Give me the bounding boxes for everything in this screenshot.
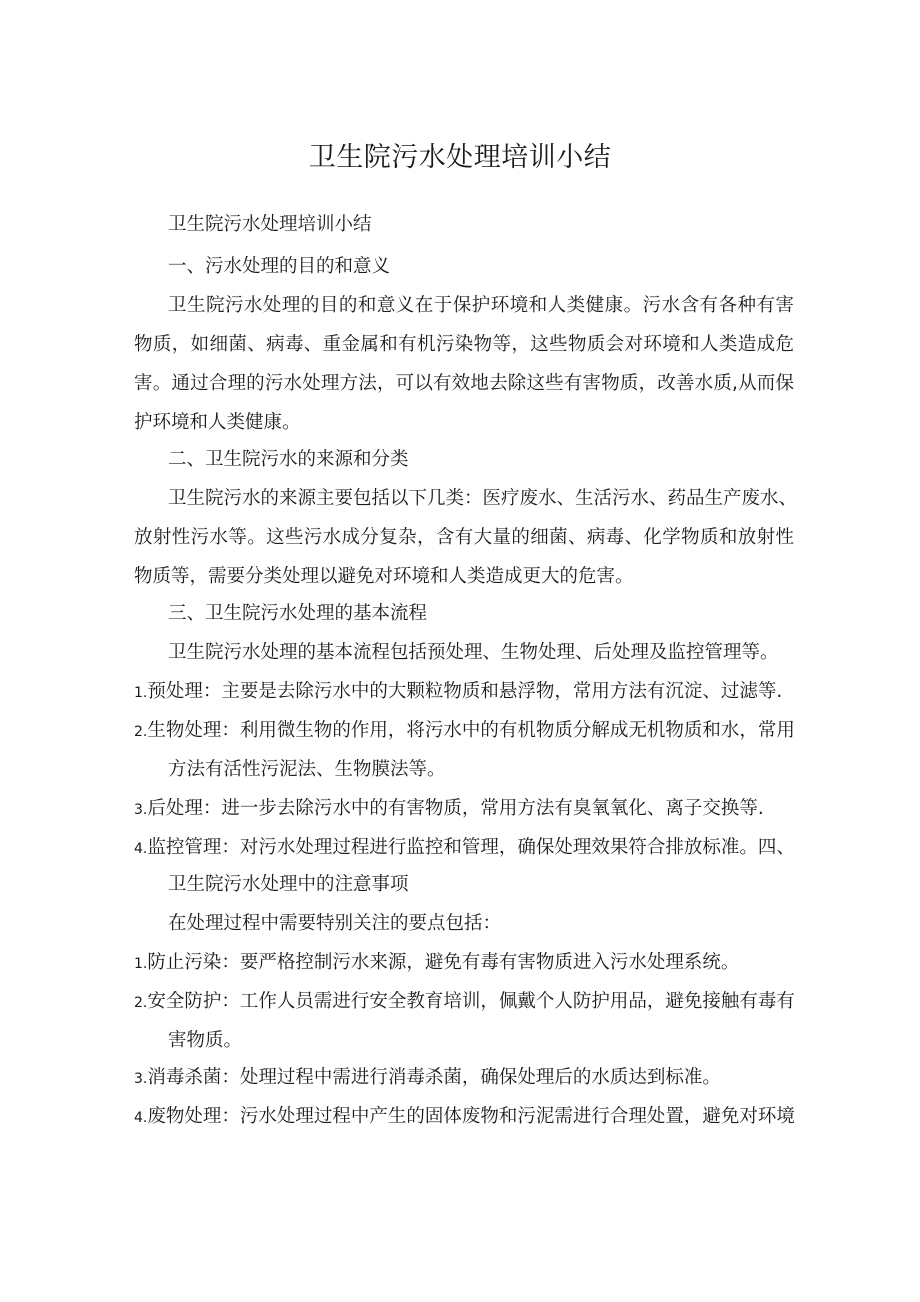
section-3-heading: 三、卫生院污水处理的基本流程 [168, 603, 428, 624]
list-item-continuation: 方法有活性污泥法、生物膜法等。 [168, 759, 446, 780]
item-text: 防止污染：要严格控制污水来源，避免有毒有害物质进入污水处理系统。 [147, 952, 740, 973]
list-item [134, 950, 739, 977]
section-1-line-2: 物质，如细菌、病毒、重金属和有机污染物等，这些物质会对环境和人类造成危 [134, 334, 794, 355]
list-item [134, 1065, 721, 1092]
list-item [134, 796, 764, 823]
item-text: 废物处理：污水处理过程中产生的固体废物和污泥需进行合理处置，避免对环境 [147, 1106, 795, 1127]
section-4-intro: 在处理过程中需要特别关注的要点包括： [168, 913, 502, 934]
list-item [134, 1104, 795, 1131]
item-text: 预处理：主要是去除污水中的大颗粒物质和悬浮物，常用方法有沉淀、过滤等. [147, 681, 783, 702]
item-text: 生物处理：利用微生物的作用，将污水中的有机物质分解成无机物质和水，常用 [147, 720, 795, 741]
list-item-continuation: 害物质。 [168, 1030, 243, 1051]
section-2-line-1: 卫生院污水的来源主要包括以下几类：医疗废水、生活污水、药品生产废水、 [168, 488, 798, 509]
section-1-line-3: 害。通过合理的污水处理方法，可以有效地去除这些有害物质，改善水质,从而保 [134, 373, 794, 394]
section-1-line-1: 卫生院污水处理的目的和意义在于保护环境和人类健康。污水含有各种有害 [168, 295, 794, 316]
item-text: 消毒杀菌：处理过程中需进行消毒杀菌，确保处理后的水质达到标准。 [147, 1067, 721, 1088]
page-title: 卫生院污水处理培训小结 [308, 142, 612, 173]
list-item [134, 718, 795, 745]
section-1-line-4: 护环境和人类健康。 [134, 412, 301, 433]
item-number: 1. [134, 956, 148, 972]
section-1-heading: 一、污水处理的目的和意义 [168, 256, 391, 277]
item-text: 安全防护：工作人员需进行安全教育培训，佩戴个人防护用品，避免接触有毒有 [147, 991, 795, 1012]
subtitle: 卫生院污水处理培训小结 [168, 214, 372, 235]
item-number: 2. [134, 995, 148, 1011]
list-item [134, 835, 795, 862]
item-text: 后处理：进一步去除污水中的有害物质，常用方法有臭氧氧化、离子交换等. [147, 798, 764, 819]
section-3-intro: 卫生院污水处理的基本流程包括预处理、生物处理、后处理及监控管理等。 [168, 642, 779, 663]
item-text: 监控管理：对污水处理过程进行监控和管理，确保处理效果符合排放标准。四、 [147, 837, 795, 858]
item-number: 3. [134, 802, 148, 818]
list-item-continuation: 卫生院污水处理中的注意事项 [168, 874, 409, 895]
section-2-line-3: 物质等，需要分类处理以避免对环境和人类造成更大的危害。 [134, 566, 634, 587]
section-2-heading: 二、卫生院污水的来源和分类 [168, 449, 409, 470]
item-number: 3. [134, 1071, 148, 1087]
list-item [134, 679, 782, 706]
list-item [134, 989, 795, 1016]
item-number: 4. [134, 841, 148, 857]
section-2-line-2: 放射性污水等。这些污水成分复杂，含有大量的细菌、病毒、化学物质和放射性 [134, 527, 794, 548]
item-number: 1. [134, 685, 148, 701]
item-number: 2. [134, 724, 148, 740]
item-number: 4. [134, 1110, 148, 1126]
